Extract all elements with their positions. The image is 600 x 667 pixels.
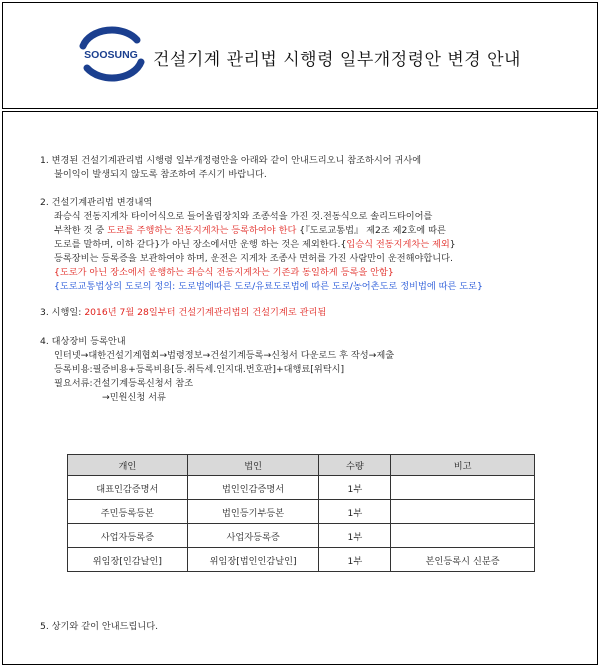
table-cell xyxy=(391,524,535,548)
section-1-line: 1. 변경된 건설기계관리법 시행령 일부개정령안을 아래와 같이 안내드리오니 참조하시어 귀사에 xyxy=(40,155,422,166)
red-highlight: 도로가 아닌 장소에서 운행하는 좌승식 전동지게차는 기존과 동일하게 등록을 안함 xyxy=(59,267,388,278)
table-cell: 주민등록등본 xyxy=(68,500,188,524)
section-2-line: 부착한 것 중 도로를 주행하는 전동지게차는 등록하여야 한다 {『도로교통법』 제2조 제2호에 따른 xyxy=(54,225,446,236)
red-highlight: 도로를 주행하는 전동지게차는 등록하여야 한다 xyxy=(107,225,297,236)
table-row xyxy=(68,524,535,548)
table-row xyxy=(68,500,535,524)
page-title: 건설기계 관리법 시행령 일부개정령안 변경 안내 xyxy=(153,50,521,70)
table-row xyxy=(68,476,535,500)
section-4-line: 인터넷→대한건설기계협회→법령정보→건설기계등록→신청서 다운로드 후 작성→제출 xyxy=(54,350,395,361)
table-cell: 대표인감증명서 xyxy=(68,476,188,500)
section-1 xyxy=(40,154,421,182)
table-header: 수량 xyxy=(319,455,391,476)
table-cell: 사업자등록증 xyxy=(68,524,188,548)
table-cell: 1부 xyxy=(319,500,391,524)
table-cell: 1부 xyxy=(319,548,391,572)
section-3 xyxy=(40,306,326,320)
table-header: 법인 xyxy=(187,455,319,476)
section-2-heading: 2. 건설기계관리법 변경내역 xyxy=(40,197,153,208)
section-4-line: 필요서류:건설기계등록신청서 참조 xyxy=(54,378,194,389)
soosung-logo xyxy=(75,24,147,84)
required-documents-table xyxy=(67,454,535,572)
section-4-line: 등록비용:필증비용+등록비용[등.취득세.인지대.번호판]+대행료[위탁시] xyxy=(54,364,345,375)
table-cell: 본인등록시 신분증 xyxy=(391,548,535,572)
table-header: 개인 xyxy=(68,455,188,476)
table-cell: 법인등기부등본 xyxy=(187,500,319,524)
table-header: 비고 xyxy=(391,455,535,476)
header-box xyxy=(2,2,598,109)
table-cell: 위임장[법인인감날인] xyxy=(187,548,319,572)
section-3-label: 3. 시행일: xyxy=(40,307,85,318)
section-2 xyxy=(40,196,483,294)
section-1-line: 불이익이 발생되지 않도록 참조하여 주시기 바랍니다. xyxy=(54,169,267,180)
section-2-line: {도로가 아닌 장소에서 운행하는 좌승식 전동지게차는 기존과 동일하게 등록을 안함} xyxy=(54,267,394,278)
section-2-line: 좌승식 전동지게차 타이어식으로 들어올림장치와 조종석을 가진 것.전동식으로 솔리드타이어를 xyxy=(54,211,433,222)
table-row xyxy=(68,548,535,572)
table-cell xyxy=(391,476,535,500)
table-cell xyxy=(391,500,535,524)
section-5-text: 5. 상기와 같이 안내드립니다. xyxy=(40,621,159,632)
section-4 xyxy=(40,335,394,405)
blue-highlight: {도로교통법상의 도로의 정의: 도로법에따른 도로/유료도로법에 따른 도로/농어촌도로 정비법에 따른 도로} xyxy=(54,281,483,292)
section-2-line: 등록장비는 등록증을 보관하여야 하며, 운전은 지게차 조종사 면허를 가진 사람만이 운전해야합니다. xyxy=(54,253,453,264)
logo-text: SOOSUNG xyxy=(84,49,138,61)
section-5 xyxy=(40,620,158,634)
section-4-heading: 4. 대상장비 등록안내 xyxy=(40,336,126,347)
section-2-line: 도로를 말하며, 이하 같다}가 아닌 장소에서만 운행 하는 것은 제외한다.{입승식 전동지게차는 제외} xyxy=(54,239,456,250)
table-cell: 1부 xyxy=(319,524,391,548)
table-cell: 1부 xyxy=(319,476,391,500)
table-cell: 사업자등록증 xyxy=(187,524,319,548)
section-3-value: 2016년 7월 28일부터 건설기계관리법의 건설기계로 관리됨 xyxy=(84,307,327,318)
table-header-row xyxy=(68,455,535,476)
table-cell: 위임장[인감날인] xyxy=(68,548,188,572)
section-4-line: →민원신청 서류 xyxy=(102,392,166,403)
table-cell: 법인인감증명서 xyxy=(187,476,319,500)
red-highlight: 입승식 전동지게차는 제외 xyxy=(346,239,450,250)
